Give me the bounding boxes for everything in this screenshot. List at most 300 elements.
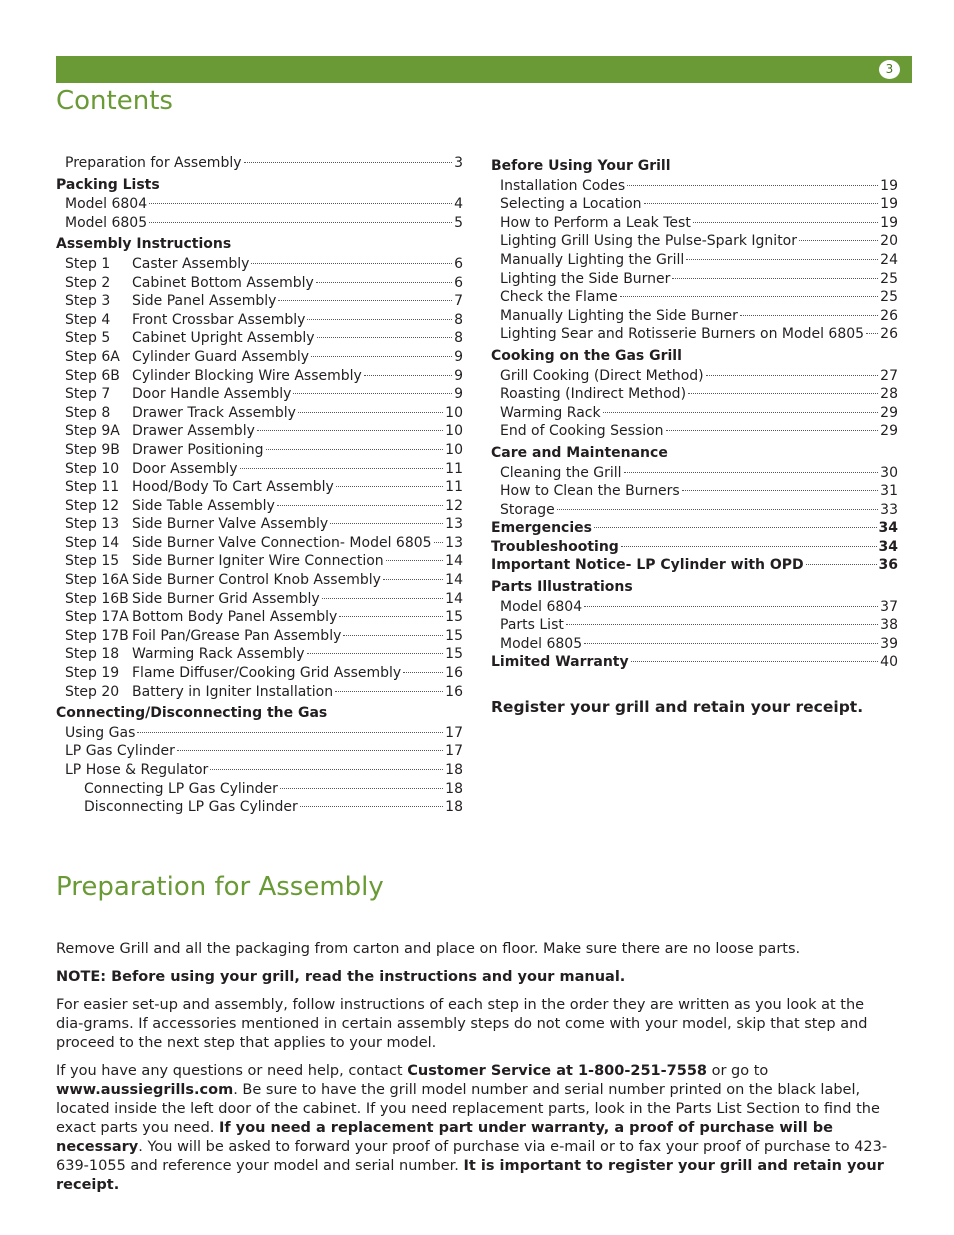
toc-entry[interactable] <box>56 422 463 441</box>
toc-page-number: 18 <box>445 799 463 816</box>
toc-page-number: 34 <box>878 538 898 555</box>
toc-entry[interactable] <box>56 329 463 348</box>
body-paragraph <box>56 968 896 987</box>
toc-entry-label <box>65 497 275 516</box>
toc-entry[interactable] <box>491 367 898 386</box>
text-run: . You will be asked to forward your proof of purchase via e-mail or to fax your proof of purchase to 423-639-1055 and reference your model and serial number. <box>56 1139 888 1174</box>
toc-entry[interactable] <box>491 307 898 326</box>
toc-step-number: Step 13 <box>65 516 120 533</box>
toc-dot-leader <box>300 806 443 807</box>
header-band <box>56 56 912 83</box>
toc-dot-leader <box>686 259 878 260</box>
toc-entry-title: Side Table Assembly <box>132 497 275 514</box>
toc-entry-title: Battery in Igniter Installation <box>132 683 334 700</box>
toc-dot-leader <box>624 472 879 473</box>
toc-step-number: Step 12 <box>65 497 120 514</box>
toc-dot-leader <box>330 523 443 524</box>
toc-entry-label <box>65 274 314 293</box>
toc-dot-leader <box>584 606 878 607</box>
toc-entry[interactable] <box>491 251 898 270</box>
toc-dot-leader <box>339 616 443 617</box>
toc-entry[interactable] <box>56 195 463 214</box>
toc-step-number: Step 16B <box>65 590 129 607</box>
toc-entry-title: Side Panel Assembly <box>132 293 277 310</box>
toc-entry[interactable] <box>491 288 898 307</box>
toc-page-number: 33 <box>880 501 898 518</box>
toc-entry-label <box>65 311 305 330</box>
toc-entry[interactable] <box>56 214 463 233</box>
toc-dot-leader <box>307 319 452 320</box>
toc-entry-label <box>65 292 276 311</box>
toc-entry-label <box>65 761 208 780</box>
toc-page-number: 14 <box>445 553 463 570</box>
toc-page-number: 26 <box>880 307 898 324</box>
toc-entry-label <box>65 552 384 571</box>
toc-entry-title: Manually Lighting the Side Burner <box>500 307 738 324</box>
toc-entry-title: Using Gas <box>65 724 136 741</box>
toc-dot-leader <box>293 393 452 394</box>
toc-page-number: 13 <box>445 516 463 533</box>
bold-text: If you need a replacement part under warranty, a proof of purchase will be necessary <box>56 1120 833 1155</box>
toc-section-heading: Cooking on the Gas Grill <box>491 347 682 364</box>
toc-dot-leader <box>316 282 452 283</box>
toc-entry-label <box>500 482 680 501</box>
toc-entry[interactable] <box>56 515 463 534</box>
toc-entry-label <box>65 255 249 274</box>
toc-entry-label <box>500 232 797 251</box>
toc-entry-label <box>65 195 147 214</box>
toc-dot-leader <box>266 449 444 450</box>
toc-page-number: 38 <box>880 617 898 634</box>
toc-entry[interactable] <box>491 270 898 289</box>
toc-step-number: Step 1 <box>65 255 111 272</box>
toc-dot-leader <box>137 732 443 733</box>
toc-entry-label <box>500 251 684 270</box>
toc-entry-label <box>65 329 315 348</box>
toc-dot-leader <box>594 527 877 528</box>
toc-entry-title: Flame Diffuser/Cooking Grid Assembly <box>132 665 402 682</box>
toc-entry[interactable] <box>56 798 463 817</box>
toc-step-number: Step 17B <box>65 627 129 644</box>
toc-entry[interactable] <box>56 404 463 423</box>
toc-entry[interactable] <box>56 460 463 479</box>
toc-entry[interactable] <box>56 311 463 330</box>
toc-section-heading: Packing Lists <box>56 176 160 193</box>
toc-entry-label <box>65 154 242 173</box>
toc-entry-title: Drawer Track Assembly <box>132 404 296 421</box>
toc-dot-leader <box>386 560 444 561</box>
toc-entry[interactable] <box>491 538 898 557</box>
page-number: 3 <box>879 60 900 79</box>
toc-entry-title: Model 6805 <box>500 635 583 652</box>
toc-entry-title: Disconnecting LP Gas Cylinder <box>84 799 298 816</box>
toc-entry-label <box>65 515 328 534</box>
toc-section-heading: Connecting/Disconnecting the Gas <box>56 705 328 722</box>
toc-entry-label <box>84 798 298 817</box>
toc-dot-leader <box>317 337 453 338</box>
toc-entry[interactable] <box>56 274 463 293</box>
text-run: or go to <box>707 1063 769 1079</box>
toc-entry[interactable] <box>56 664 463 683</box>
bold-text: NOTE: Before using your grill, read the instructions and your manual. <box>56 969 626 985</box>
contents-title: Contents <box>56 86 173 116</box>
toc-page-number: 18 <box>445 762 463 778</box>
toc-entry[interactable] <box>56 534 463 553</box>
toc-entry-title: Drawer Positioning <box>132 441 264 458</box>
toc-entry[interactable] <box>491 195 898 214</box>
toc-entry-label <box>65 422 255 441</box>
toc-step-number: Step 5 <box>65 330 111 347</box>
toc-page-number: 28 <box>880 386 898 403</box>
toc-dot-leader <box>621 546 877 547</box>
toc-entry-title: Cabinet Bottom Assembly <box>132 274 314 291</box>
toc-entry-title: How to Perform a Leak Test <box>500 214 691 231</box>
toc-page-number: 14 <box>445 590 463 607</box>
toc-entry-title: Caster Assembly <box>132 255 250 272</box>
toc-entry[interactable] <box>56 683 463 702</box>
toc-entry-title: Emergencies <box>491 520 592 537</box>
toc-dot-leader <box>240 468 444 469</box>
toc-entry-title: Door Handle Assembly <box>132 386 292 403</box>
toc-page-number: 19 <box>880 177 898 194</box>
toc-dot-leader <box>343 635 443 636</box>
toc-entry-label <box>65 571 381 590</box>
toc-dot-leader <box>322 598 443 599</box>
toc-entry[interactable] <box>56 552 463 571</box>
toc-page-number: 16 <box>445 665 463 682</box>
toc-step-number: Step 15 <box>65 553 120 570</box>
toc-entry-title: Manually Lighting the Grill <box>500 251 685 268</box>
toc-entry-title: Side Burner Valve Connection- Model 6805 <box>132 534 432 551</box>
bold-text: It is important to register your grill and retain your receipt. <box>56 1158 884 1193</box>
toc-entry-label <box>65 683 333 702</box>
toc-entry[interactable] <box>56 348 463 367</box>
toc-right-column <box>491 154 898 717</box>
toc-step-number: Step 9A <box>65 423 120 440</box>
toc-entry-label <box>500 195 642 214</box>
toc-dot-leader <box>383 579 443 580</box>
bold-text: www.aussiegrills.com <box>56 1082 234 1098</box>
toc-entry-label <box>65 608 337 627</box>
toc-entry-label <box>65 367 362 386</box>
toc-entry-title: Parts List <box>500 617 564 634</box>
toc-dot-leader <box>627 185 878 186</box>
toc-entry[interactable] <box>491 556 898 575</box>
toc-entry[interactable] <box>56 292 463 311</box>
toc-dot-leader <box>566 624 878 625</box>
toc-page-number: 30 <box>880 464 898 481</box>
body-paragraph <box>56 1062 896 1195</box>
toc-entry-title: Warming Rack <box>500 404 601 421</box>
toc-entry[interactable] <box>491 598 898 617</box>
toc-entry-title: Bottom Body Panel Assembly <box>132 609 338 626</box>
toc-dot-leader <box>149 203 452 204</box>
toc-dot-leader <box>557 509 878 510</box>
toc-dot-leader <box>307 653 444 654</box>
toc-page-number: 16 <box>445 683 463 700</box>
toc-dot-leader <box>682 490 879 491</box>
toc-step-number: Step 3 <box>65 293 111 310</box>
toc-dot-leader <box>336 486 443 487</box>
toc-entry[interactable] <box>56 385 463 404</box>
toc-dot-leader <box>666 430 879 431</box>
toc-entry-title: Side Burner Control Knob Assembly <box>132 572 381 589</box>
toc-page-number: 3 <box>454 155 463 171</box>
toc-step-number: Step 18 <box>65 646 120 663</box>
toc-entry-label <box>491 519 592 538</box>
toc-entry[interactable] <box>491 635 898 654</box>
toc-entry-title: LP Gas Cylinder <box>65 743 175 760</box>
register-note: Register your grill and retain your receipt. <box>491 698 864 717</box>
toc-entry-label <box>500 270 670 289</box>
toc-entry[interactable] <box>491 214 898 233</box>
toc-entry-title: Check the Flame <box>500 289 618 306</box>
toc-dot-leader <box>603 412 879 413</box>
toc-entry-title: Grill Cooking (Direct Method) <box>500 367 704 384</box>
toc-entry-title: Installation Codes <box>500 177 626 194</box>
toc-dot-leader <box>149 222 452 223</box>
toc-dot-leader <box>298 412 443 413</box>
toc-entry-label <box>65 385 291 404</box>
toc-entry-label <box>65 404 296 423</box>
toc-entry-title: Model 6805 <box>65 214 148 231</box>
toc-page-number: 36 <box>878 557 898 574</box>
toc-entry-label <box>500 635 582 654</box>
text-run: . Be sure to have the grill model number and serial number printed on the black label, located inside the left door of the cabinet. If you need replacement parts, look in the Parts List Section to find the exact parts you need. <box>56 1082 880 1136</box>
toc-left-column <box>56 154 463 817</box>
toc-dot-leader <box>177 750 443 751</box>
toc-page-number: 6 <box>454 274 463 291</box>
body-paragraph <box>56 940 896 959</box>
toc-entry-label <box>500 307 738 326</box>
text-run: For easier set-up and assembly, follow instructions of each step in the order they are written as you look at the dia-grams. If accessories mentioned in certain assembly steps do not come with your model, skip that step and proceed to the next step that applies to your model. <box>56 997 868 1051</box>
toc-dot-leader <box>311 356 452 357</box>
body-paragraph <box>56 996 896 1053</box>
toc-step-number: Step 11 <box>65 479 120 496</box>
toc-page-number: 27 <box>880 367 898 384</box>
toc-page-number: 9 <box>454 348 463 365</box>
toc-dot-leader <box>672 278 878 279</box>
toc-dot-leader <box>806 564 877 565</box>
toc-page-number: 10 <box>445 404 463 421</box>
toc-entry[interactable] <box>56 742 463 761</box>
toc-entry[interactable] <box>491 519 898 538</box>
toc-entry-label <box>84 780 278 799</box>
toc-dot-leader <box>280 788 443 789</box>
toc-entry[interactable] <box>56 497 463 516</box>
toc-entry-label <box>65 441 264 460</box>
toc-entry[interactable] <box>56 571 463 590</box>
toc-entry[interactable] <box>56 255 463 274</box>
toc-dot-leader <box>434 542 444 543</box>
toc-page-number: 12 <box>445 497 463 514</box>
toc-entry-title: Cleaning the Grill <box>500 464 622 481</box>
toc-section-heading: Care and Maintenance <box>491 444 668 461</box>
toc-entry-label <box>65 478 334 497</box>
toc-step-number: Step 10 <box>65 460 120 477</box>
toc-entry[interactable] <box>56 780 463 799</box>
toc-dot-leader <box>335 691 443 692</box>
toc-section-heading: Before Using Your Grill <box>491 158 671 174</box>
toc-entry-title: Side Burner Grid Assembly <box>132 590 320 607</box>
toc-page-number: 5 <box>454 214 463 231</box>
toc-entry-title: Door Assembly <box>132 460 238 477</box>
toc-dot-leader <box>740 315 878 316</box>
toc-page-number: 14 <box>445 572 463 589</box>
toc-page-number: 15 <box>445 627 463 644</box>
toc-step-number: Step 16A <box>65 572 129 589</box>
toc-dot-leader <box>631 661 879 662</box>
toc-step-number: Step 17A <box>65 609 129 626</box>
bold-text: Customer Service at 1-800-251-7558 <box>407 1063 707 1079</box>
toc-entry-title: Front Crossbar Assembly <box>132 311 306 328</box>
toc-page-number: 4 <box>454 196 463 213</box>
toc-entry-label <box>500 385 686 404</box>
toc-step-number: Step 6A <box>65 348 120 365</box>
toc-entry-title: Lighting the Side Burner <box>500 270 671 287</box>
prep-title: Preparation for Assembly <box>56 872 384 902</box>
toc-page-number: 40 <box>880 654 898 671</box>
toc-dot-leader <box>799 240 878 241</box>
toc-entry-label <box>500 288 618 307</box>
toc-entry-title: How to Clean the Burners <box>500 483 680 500</box>
toc-page-number: 13 <box>445 534 463 551</box>
toc-entry[interactable] <box>491 482 898 501</box>
toc-entry[interactable] <box>491 385 898 404</box>
toc-entry-label <box>500 598 582 617</box>
toc-entry-label <box>500 464 622 483</box>
toc-right-list <box>491 157 898 672</box>
toc-page-number: 17 <box>445 724 463 741</box>
toc-entry-label <box>500 616 564 635</box>
toc-page-number: 34 <box>878 520 898 537</box>
toc-dot-leader <box>278 300 452 301</box>
text-run: If you have any questions or need help, contact <box>56 1063 408 1079</box>
toc-entry-title: Cylinder Blocking Wire Assembly <box>132 367 362 384</box>
toc-entry-title: Model 6804 <box>500 598 583 615</box>
toc-entry-title: End of Cooking Session <box>500 423 664 440</box>
toc-entry[interactable] <box>56 761 463 780</box>
toc-entry[interactable] <box>491 232 898 251</box>
toc-page-number: 19 <box>880 196 898 213</box>
toc-entry-title: Model 6804 <box>65 196 148 213</box>
toc-entry-label <box>491 556 804 575</box>
toc-page-number: 39 <box>880 635 898 652</box>
toc-entry[interactable] <box>491 177 898 196</box>
toc-entry-label <box>65 645 305 664</box>
toc-entry-title: Drawer Assembly <box>132 423 255 440</box>
toc-entry[interactable] <box>56 478 463 497</box>
toc-entry-label <box>65 742 175 761</box>
toc-page-number: 20 <box>880 233 898 250</box>
toc-entry[interactable] <box>56 724 463 743</box>
toc-dot-leader <box>866 333 878 334</box>
toc-dot-leader <box>364 375 452 376</box>
toc-entry-title: Cylinder Guard Assembly <box>132 348 310 365</box>
toc-entry-label <box>500 325 864 344</box>
toc-page-number: 6 <box>454 255 463 272</box>
toc-entry[interactable] <box>56 154 463 173</box>
toc-entry-title: LP Hose & Regulator <box>65 762 209 778</box>
toc-entry-title: Side Burner Igniter Wire Connection <box>132 553 384 570</box>
toc-page-number: 8 <box>454 311 463 328</box>
toc-entry[interactable] <box>56 608 463 627</box>
toc-entry[interactable] <box>56 645 463 664</box>
toc-page-number: 9 <box>454 367 463 384</box>
toc-dot-leader <box>210 769 443 770</box>
toc-entry-label <box>65 348 309 367</box>
toc-entry-title: Lighting Grill Using the Pulse-Spark Ignitor <box>500 233 798 250</box>
toc-dot-leader <box>403 672 443 673</box>
toc-page-number: 10 <box>445 423 463 440</box>
toc-entry-label <box>500 501 555 520</box>
toc-entry[interactable] <box>491 404 898 423</box>
toc-step-number: Step 6B <box>65 367 120 384</box>
toc-entry[interactable] <box>491 653 898 672</box>
toc-entry-label <box>500 367 704 386</box>
toc-page-number: 37 <box>880 598 898 615</box>
toc-page-number: 25 <box>880 270 898 287</box>
toc-dot-leader <box>244 162 453 163</box>
toc-section-heading: Assembly Instructions <box>56 236 232 253</box>
toc-entry[interactable] <box>491 422 898 441</box>
toc-entry-title: Side Burner Valve Assembly <box>132 516 329 533</box>
toc-entry-title: Connecting LP Gas Cylinder <box>84 780 278 797</box>
toc-entry-title: Hood/Body To Cart Assembly <box>132 479 334 496</box>
toc-entry[interactable] <box>56 627 463 646</box>
toc-entry[interactable] <box>491 464 898 483</box>
toc-dot-leader <box>257 430 443 431</box>
toc-entry-title: Troubleshooting <box>491 538 619 555</box>
toc-entry-title: Lighting Sear and Rotisserie Burners on Model 6805 <box>500 326 865 343</box>
toc-section-heading: Parts Illustrations <box>491 579 633 596</box>
toc-page-number: 11 <box>445 460 463 477</box>
toc-page-number: 26 <box>880 326 898 343</box>
toc-step-number: Step 2 <box>65 274 111 291</box>
toc-entry-label <box>65 627 341 646</box>
toc-entry[interactable] <box>56 441 463 460</box>
toc-dot-leader <box>706 375 879 376</box>
toc-dot-leader <box>688 393 878 394</box>
toc-dot-leader <box>584 643 878 644</box>
toc-page-number: 31 <box>880 483 898 500</box>
toc-entry-title: Warming Rack Assembly <box>132 646 305 663</box>
toc-step-number: Step 9B <box>65 441 120 458</box>
toc-entry[interactable] <box>491 325 898 344</box>
toc-step-number: Step 20 <box>65 683 120 700</box>
toc-dot-leader <box>620 296 878 297</box>
toc-entry-label <box>65 590 320 609</box>
toc-page-number: 29 <box>880 404 898 421</box>
toc-page-number: 11 <box>445 479 463 496</box>
toc-entry[interactable] <box>491 501 898 520</box>
toc-page-number: 15 <box>445 609 463 626</box>
toc-entry-label <box>500 177 625 196</box>
toc-entry-title: Preparation for Assembly <box>65 155 242 171</box>
toc-entry[interactable] <box>56 367 463 386</box>
toc-entry[interactable] <box>56 590 463 609</box>
toc-entry-label <box>65 460 238 479</box>
text-run: Remove Grill and all the packaging from carton and place on floor. Make sure there are no loose parts. <box>56 941 801 957</box>
toc-entry-title: Cabinet Upright Assembly <box>132 330 315 347</box>
toc-step-number: Step 4 <box>65 311 111 328</box>
toc-page-number: 10 <box>445 441 463 458</box>
prep-body <box>56 940 896 1204</box>
toc-entry-label <box>65 534 432 553</box>
toc-step-number: Step 7 <box>65 386 111 403</box>
toc-entry[interactable] <box>491 616 898 635</box>
toc-entry-title: Selecting a Location <box>500 196 642 213</box>
